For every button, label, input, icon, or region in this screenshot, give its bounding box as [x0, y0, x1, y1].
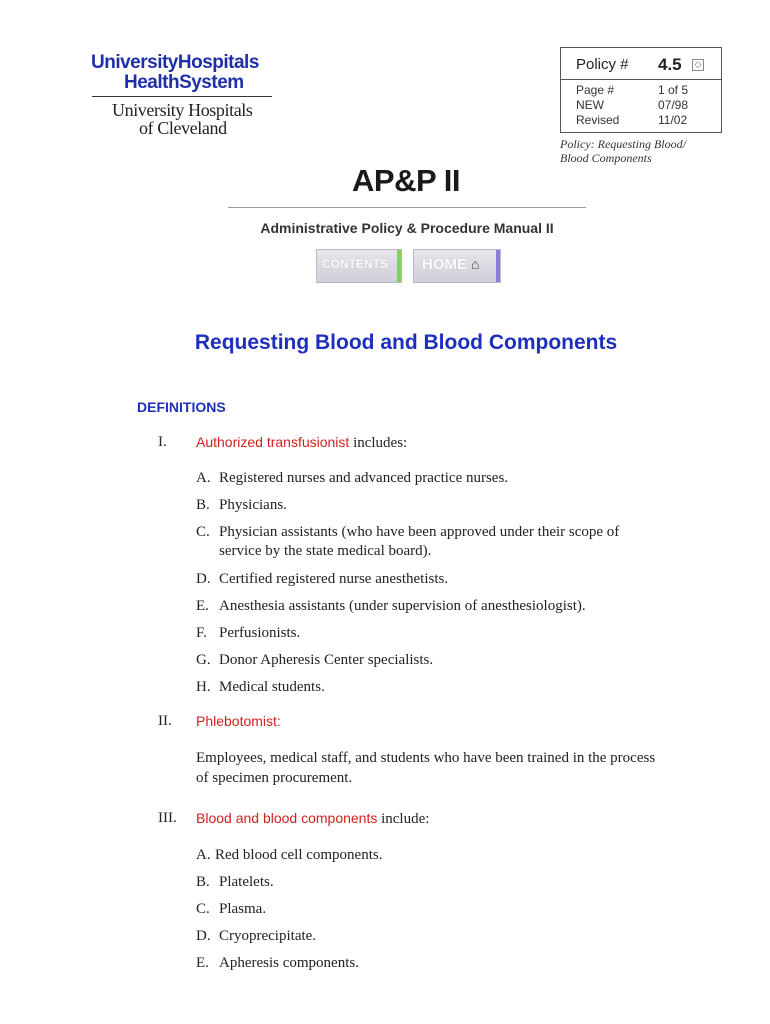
- definitions-heading: DEFINITIONS: [137, 399, 226, 415]
- title-divider: [228, 207, 586, 208]
- list-item: E. Anesthesia assistants (under supervision of anesthesiologist).: [196, 598, 586, 614]
- list-item: F. Perfusionists.: [196, 625, 301, 641]
- list-item: B. Physicians.: [196, 497, 287, 513]
- section-term-suffix-1: includes:: [349, 435, 408, 451]
- logo-line-1: UniversityHospitals: [91, 52, 259, 73]
- logo-subtitle-1: University Hospitals: [112, 100, 253, 120]
- logo-subtitle-2: of Cleveland: [139, 118, 227, 138]
- section-term-1: Authorized transfusionist: [196, 434, 350, 450]
- policy-info-box: [560, 47, 722, 133]
- policy-label: Policy #: [576, 56, 629, 73]
- revised-value: 11/02: [658, 113, 688, 127]
- list-item: D. Cryoprecipitate.: [196, 928, 317, 944]
- manual-title: AP&P II: [352, 163, 460, 198]
- section-term-line-2: [196, 713, 281, 731]
- section-paragraph-2: Employees, medical staff, and students who have been trained in the process of specimen procurement.: [196, 750, 656, 786]
- list-item: D. Certified registered nurse anesthetists.: [196, 571, 449, 587]
- home-icon: ⌂: [471, 256, 480, 272]
- list-item: E. Apheresis components.: [196, 955, 359, 971]
- list-item: A. Registered nurses and advanced practice nurses.: [196, 470, 509, 486]
- contents-button[interactable]: [316, 249, 402, 283]
- section-term-2: Phlebotomist:: [196, 713, 281, 729]
- document-title: Requesting Blood and Blood Components: [194, 331, 618, 354]
- section-numeral-1: I.: [158, 434, 167, 450]
- policy-caption-line-2: Blood Components: [560, 151, 652, 165]
- logo-line-2: HealthSystem: [124, 72, 244, 93]
- new-value: 07/98: [658, 98, 689, 112]
- list-item: A. Red blood cell components.: [196, 847, 383, 863]
- section-term-3: Blood and blood components: [196, 810, 378, 826]
- policy-caption-line-1: Policy: Requesting Blood/: [560, 137, 686, 151]
- list-item: H. Medical students.: [196, 679, 325, 695]
- section-numeral-3: III.: [158, 810, 177, 826]
- list-item: B. Platelets.: [196, 874, 274, 890]
- list-item: G. Donor Apheresis Center specialists.: [196, 652, 434, 668]
- page-label: Page #: [576, 83, 615, 97]
- section-term-suffix-3: include:: [377, 811, 430, 827]
- expand-icon[interactable]: ◇: [692, 59, 704, 71]
- section-numeral-2: II.: [158, 713, 172, 729]
- section-term-line-1: [196, 434, 407, 452]
- policy-caption: [560, 137, 686, 165]
- policy-header: [561, 48, 721, 80]
- home-button-label: HOME: [422, 256, 467, 273]
- new-label: NEW: [576, 98, 604, 112]
- revised-label: Revised: [576, 113, 620, 127]
- page-value: 1 of 5: [658, 83, 689, 97]
- policy-number: 4.5: [658, 55, 682, 74]
- home-button[interactable]: [413, 249, 501, 283]
- list-item: C. Physician assistants (who have been approved under their scope of service by the state medical board).: [196, 524, 620, 559]
- list-item: C. Plasma.: [196, 901, 267, 917]
- manual-subtitle: Administrative Policy & Procedure Manual II: [260, 220, 554, 236]
- logo-divider: [92, 96, 272, 97]
- section-term-line-3: [196, 810, 429, 828]
- contents-button-label: CONTENTS: [322, 257, 388, 271]
